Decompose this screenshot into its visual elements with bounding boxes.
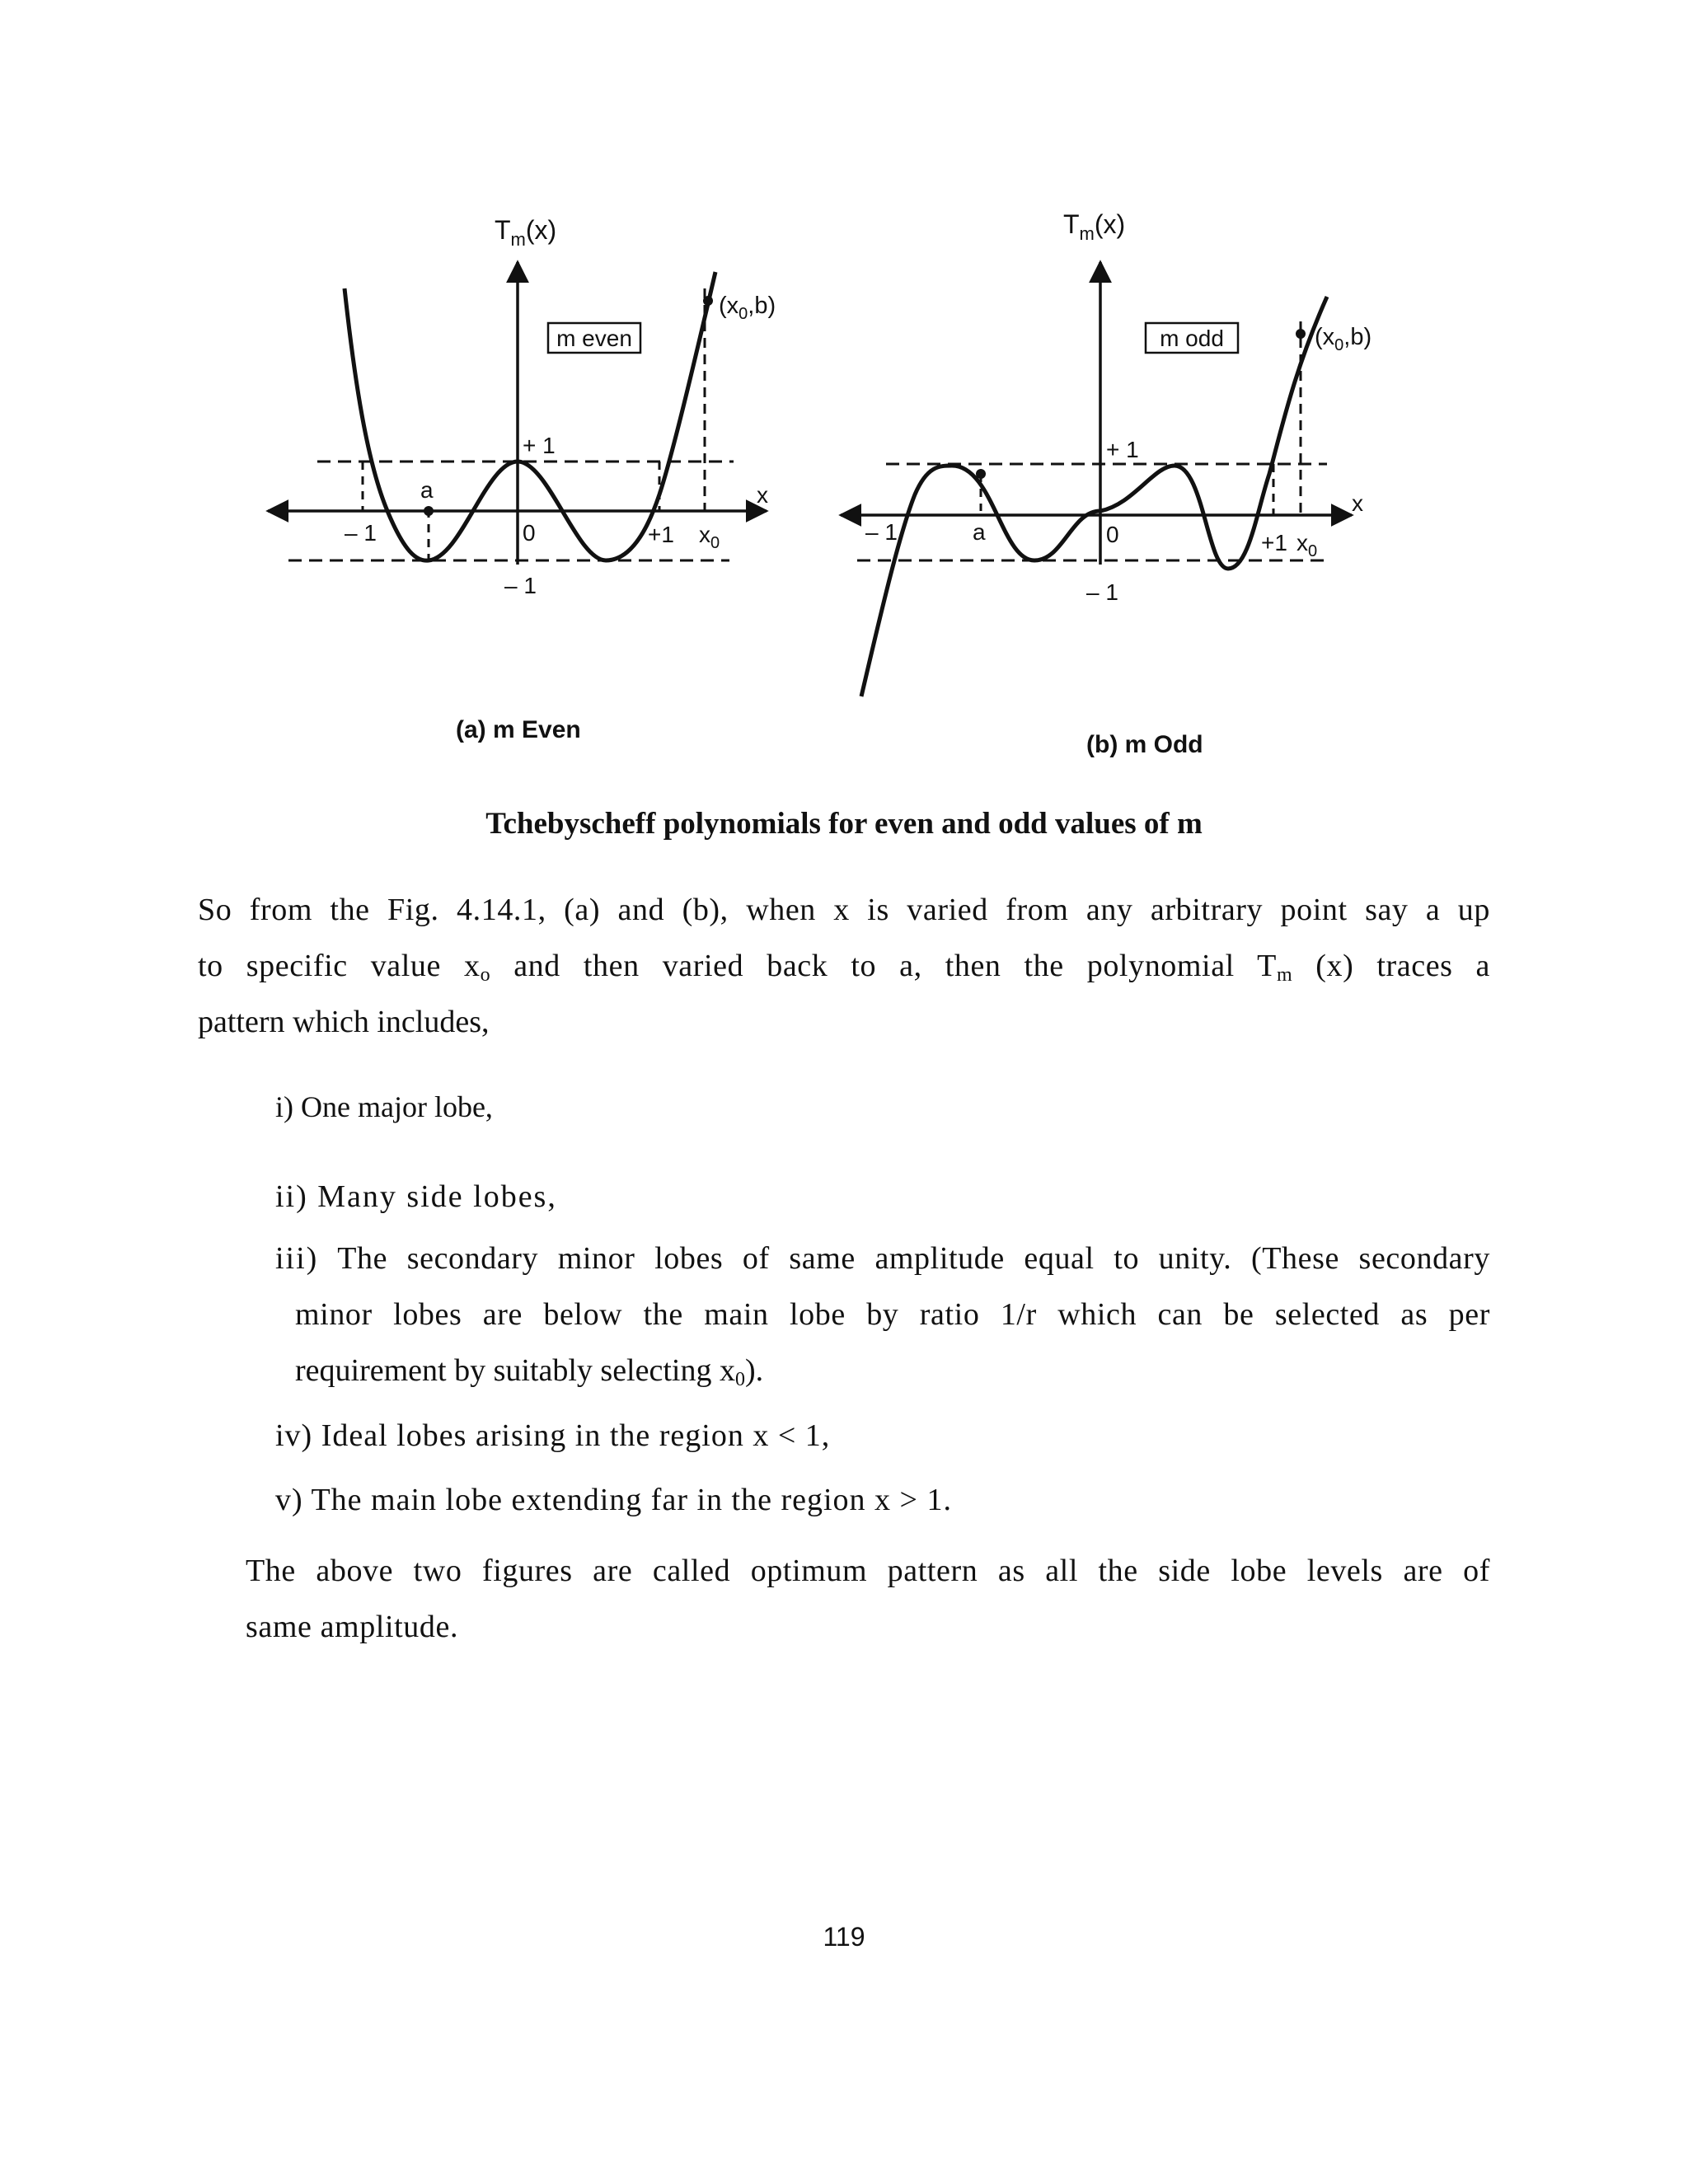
tick-zero: 0 — [1106, 522, 1119, 547]
point-x0-b — [703, 296, 713, 306]
panel-m-odd — [841, 209, 1372, 758]
panel-m-even — [268, 215, 776, 743]
paragraph-line: The above two figures are called optimum pattern as all the side lobe levels are of — [246, 1554, 1490, 1588]
list-item: ii) Many side lobes, — [275, 1179, 557, 1214]
point-x0-b-label: $(x_0,b)$ — [1315, 324, 1372, 354]
x-axis-label: x — [757, 482, 768, 508]
paragraph-line: pattern which includes, — [198, 1005, 490, 1039]
list-item: iii) The secondary minor lobes of same amplitude equal to unity. (These secondary — [275, 1241, 1490, 1276]
box-label-m-even: m even — [556, 326, 632, 351]
chebyshev-curve-even — [345, 272, 715, 560]
chebyshev-curve-odd — [861, 297, 1327, 696]
y-axis-label: $T_m(x)$ — [1063, 209, 1126, 244]
tick-plus1: + 1 — [1106, 437, 1139, 462]
list-item: i) One major lobe, — [275, 1090, 493, 1123]
x-axis-label: x — [1352, 490, 1363, 516]
panel-caption-a: (a) m Even — [456, 716, 581, 743]
list-item-continuation: requirement by suitably selecting $x_0$). — [295, 1353, 764, 1390]
tick-plus1-x: +1 — [648, 522, 674, 547]
tick-plus1: + 1 — [523, 433, 556, 458]
figure — [0, 0, 1688, 791]
tchebyscheff-figure — [0, 0, 1688, 791]
box-label-m-odd: m odd — [1160, 326, 1224, 351]
paragraph-line: same amplitude. — [246, 1610, 459, 1644]
point-x0-b-label: $(x_0,b)$ — [719, 293, 776, 323]
tick-plus1-x: +1 — [1261, 530, 1287, 555]
page-number: 119 — [823, 1922, 865, 1952]
point-a — [976, 469, 986, 479]
list-item: iv) Ideal lobes arising in the region x < 1, — [275, 1418, 831, 1453]
point-a-label: a — [420, 477, 434, 503]
tick-x0: $x_0$ — [1296, 530, 1318, 560]
y-axis-label: $T_m(x)$ — [495, 215, 557, 250]
paragraph-line: to specific value $x_o$ and then varied back to a, then the polynomial $T_m$ (x) traces a — [198, 949, 1491, 986]
tick-minus1-y: – 1 — [1086, 579, 1118, 605]
list-item-continuation: minor lobes are below the main lobe by ratio 1/r which can be selected as per — [295, 1297, 1490, 1332]
figure-caption: Tchebyscheff polynomials for even and odd values of m — [485, 807, 1203, 841]
tick-minus1-x: – 1 — [345, 520, 377, 546]
tick-zero: 0 — [523, 520, 536, 546]
panel-caption-b: (b) m Odd — [1086, 731, 1203, 758]
point-a-label: a — [973, 519, 986, 545]
paragraph-line: So from the Fig. 4.14.1, (a) and (b), when x is varied from any arbitrary point say a up — [198, 893, 1490, 927]
list-item: v) The main lobe extending far in the region x > 1. — [275, 1483, 952, 1517]
tick-x0: $x_0$ — [699, 522, 720, 552]
point-a — [424, 506, 434, 516]
point-x0-b — [1296, 329, 1306, 339]
tick-minus1-x: – 1 — [865, 519, 898, 545]
tick-minus1-y: – 1 — [504, 573, 537, 598]
